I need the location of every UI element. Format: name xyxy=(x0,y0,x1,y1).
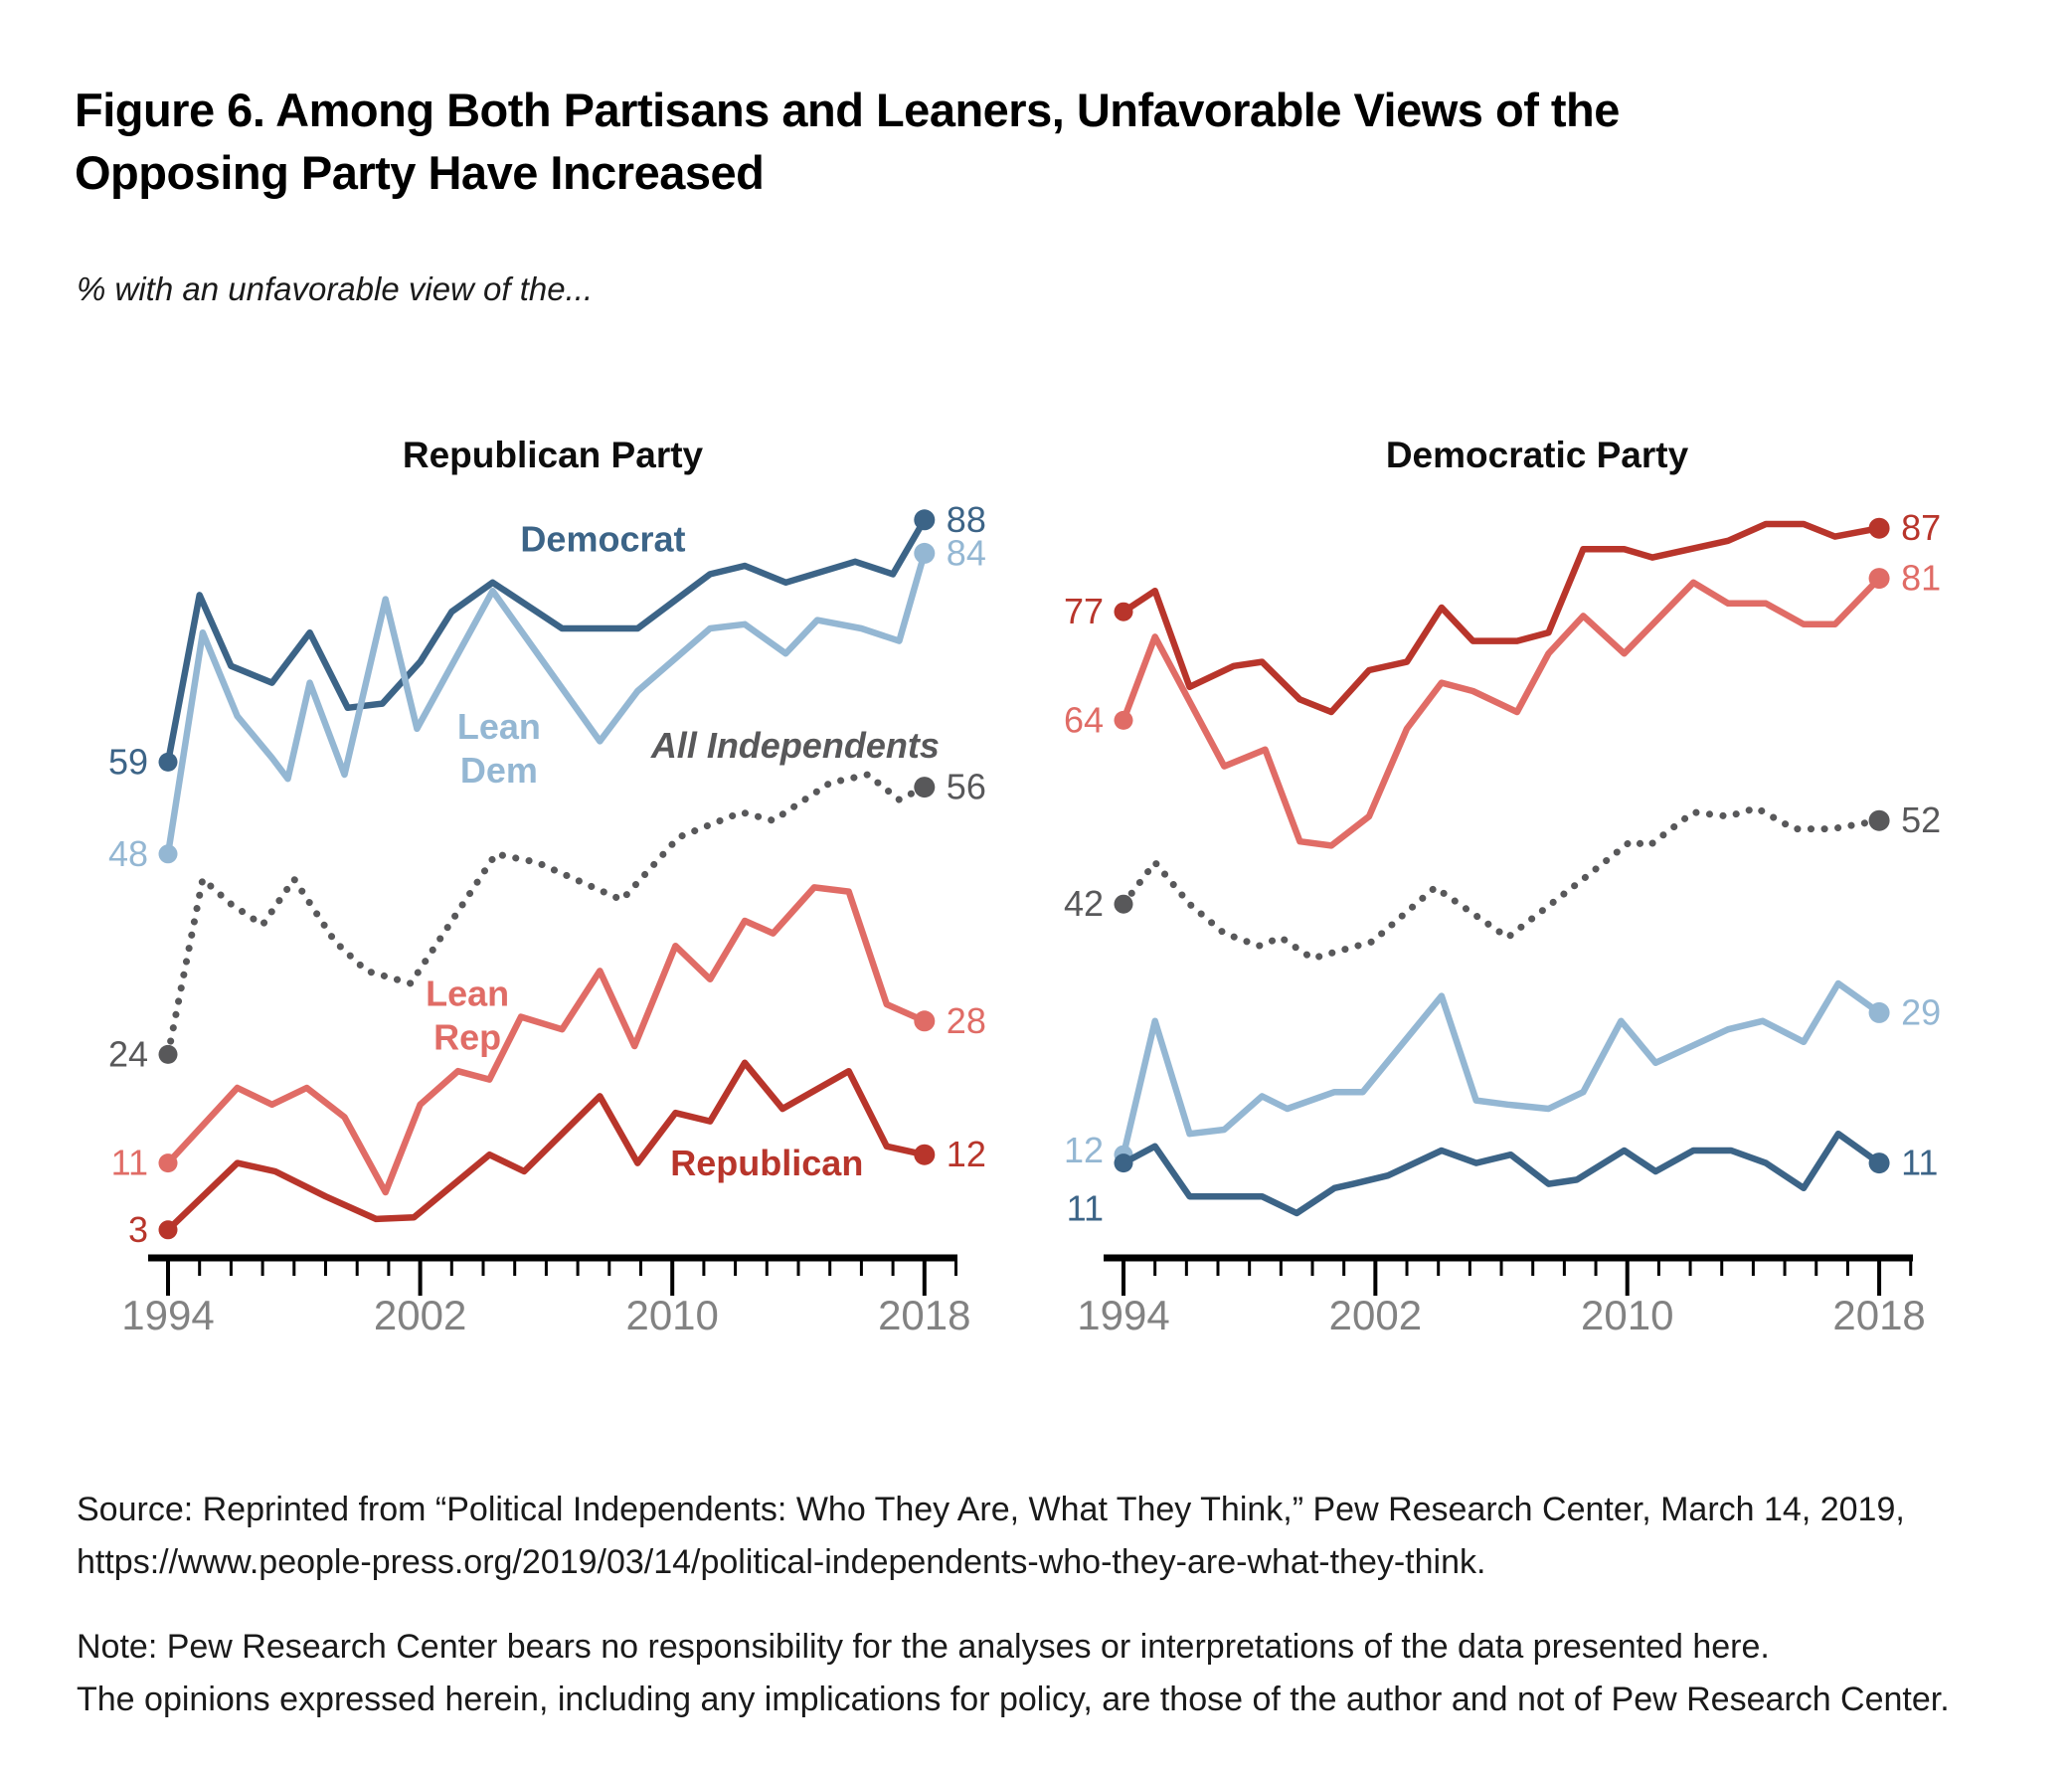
republican-party-chart-lean-dem-end-dot xyxy=(914,543,935,564)
republican-party-chart xyxy=(108,435,986,1338)
republican-party-chart-republican-label: Republican xyxy=(670,1143,864,1184)
republican-party-chart-lean-dem-end-value: 84 xyxy=(946,532,986,574)
republican-party-chart-democrat-start-value: 59 xyxy=(107,741,148,783)
democratic-party-chart-lean-rep-start-value: 64 xyxy=(1063,699,1104,741)
republican-party-chart-lean-rep-label: Lean Rep xyxy=(426,973,510,1058)
democratic-party-chart-year-label-1994: 1994 xyxy=(1077,1292,1170,1338)
republican-party-chart-year-label-1994: 1994 xyxy=(121,1292,215,1338)
democratic-party-chart-lean-rep-end-value: 81 xyxy=(1901,557,1942,599)
republican-party-chart-lean-rep-start-dot xyxy=(159,1153,178,1172)
republican-party-chart-all-independents-end-dot xyxy=(914,777,935,797)
figure-subtitle: % with an unfavorable view of the... xyxy=(77,270,594,307)
democratic-party-chart-democrat-start-value: 11 xyxy=(1066,1187,1104,1229)
democratic-party-chart-lean-rep-line xyxy=(1123,579,1879,846)
republican-party-chart-republican-start-dot xyxy=(159,1220,178,1239)
republican-party-chart-all-independents-start-value: 24 xyxy=(107,1033,148,1075)
republican-party-chart-year-label-2002: 2002 xyxy=(373,1292,467,1338)
democratic-party-chart-republican-line xyxy=(1123,524,1879,712)
democratic-party-chart-all-independents-start-value: 42 xyxy=(1063,883,1104,925)
republican-party-chart-democrat-start-dot xyxy=(159,753,178,772)
republican-party-chart-all-independents-end-value: 56 xyxy=(946,766,986,807)
democratic-party-chart-year-label-2002: 2002 xyxy=(1328,1292,1423,1338)
democratic-party-chart-all-independents-line xyxy=(1123,808,1879,959)
figure-title-line-1: Figure 6. Among Both Partisans and Leaners, Unfavorable Views of the xyxy=(75,84,1620,136)
republican-party-chart-lean-dem-start-value: 48 xyxy=(107,832,148,874)
democratic-party-chart-lean-rep-end-dot xyxy=(1869,568,1890,589)
note-text xyxy=(77,1621,1950,1725)
democratic-party-chart-all-independents-end-value: 52 xyxy=(1901,799,1942,841)
democratic-party-chart-lean-dem-start-value: 12 xyxy=(1063,1130,1104,1171)
democratic-party-chart-republican-start-value: 77 xyxy=(1063,591,1104,632)
republican-party-chart-democrat-label: Democrat xyxy=(520,518,686,560)
democratic-party-chart-republican-end-value: 87 xyxy=(1901,507,1942,549)
republican-party-chart-lean-dem-line xyxy=(168,553,925,853)
democratic-party-chart-lean-dem-end-dot xyxy=(1869,1002,1890,1023)
democratic-party-chart-lean-dem-end-value: 29 xyxy=(1901,991,1942,1033)
democratic-party-chart-democrat-end-dot xyxy=(1869,1152,1890,1173)
democratic-party-chart-democrat-line xyxy=(1123,1134,1879,1213)
republican-party-chart-republican-start-value: 3 xyxy=(127,1208,148,1250)
note-line-1: Note: Pew Research Center bears no responsibility for the analyses or interpretations of the data presented here. xyxy=(77,1628,1770,1666)
republican-party-chart-democrat-end-value: 88 xyxy=(946,498,986,540)
republican-party-chart-year-label-2018: 2018 xyxy=(878,1292,971,1338)
democratic-party-chart-year-label-2010: 2010 xyxy=(1581,1292,1674,1338)
republican-party-chart-all-independents-line xyxy=(168,775,925,1054)
democratic-party-chart-democrat-end-value: 11 xyxy=(1901,1142,1939,1183)
democratic-party-chart-all-independents-start-dot xyxy=(1115,895,1133,914)
republican-party-chart-title: Republican Party xyxy=(402,435,704,475)
republican-party-chart-lean-rep-start-value: 11 xyxy=(110,1142,148,1183)
republican-party-chart-lean-dem-start-dot xyxy=(159,844,178,863)
figure-title-line-2: Opposing Party Have Increased xyxy=(75,145,765,199)
republican-party-chart-all-independents-start-dot xyxy=(159,1045,178,1064)
republican-party-chart-lean-rep-end-dot xyxy=(914,1010,935,1031)
democratic-party-chart-title: Democratic Party xyxy=(1385,435,1689,475)
democratic-party-chart-all-independents-end-dot xyxy=(1869,810,1890,831)
republican-party-chart-all-independents-label: All Independents xyxy=(650,725,940,767)
republican-party-chart-democrat-end-dot xyxy=(914,509,935,530)
democratic-party-chart-republican-end-dot xyxy=(1869,518,1890,539)
source-text xyxy=(77,1484,1905,1588)
note-line-2: The opinions expressed herein, including any implications for policy, are those of the author and not of Pew Research Center. xyxy=(77,1680,1950,1718)
democratic-party-chart xyxy=(1064,435,1941,1338)
republican-party-chart-lean-rep-end-value: 28 xyxy=(946,999,986,1041)
democratic-party-chart-democrat-start-dot xyxy=(1115,1153,1133,1172)
democratic-party-chart-year-label-2018: 2018 xyxy=(1832,1292,1926,1338)
source-line-1: Source: Reprinted from “Political Independents: Who They Are, What They Think,” Pew Research Center, March 14, 2019, xyxy=(77,1491,1905,1528)
source-line-2: https://www.people-press.org/2019/03/14/political-independents-who-they-are-what-they-think. xyxy=(77,1542,1486,1581)
republican-party-chart-republican-end-value: 12 xyxy=(946,1134,986,1175)
democratic-party-chart-lean-rep-start-dot xyxy=(1115,711,1133,730)
republican-party-chart-republican-end-dot xyxy=(914,1145,935,1165)
democratic-party-chart-republican-start-dot xyxy=(1115,603,1133,621)
democratic-party-chart-lean-dem-line xyxy=(1123,983,1879,1154)
republican-party-chart-lean-dem-label: Lean Dem xyxy=(456,705,541,791)
republican-party-chart-year-label-2010: 2010 xyxy=(625,1292,719,1338)
